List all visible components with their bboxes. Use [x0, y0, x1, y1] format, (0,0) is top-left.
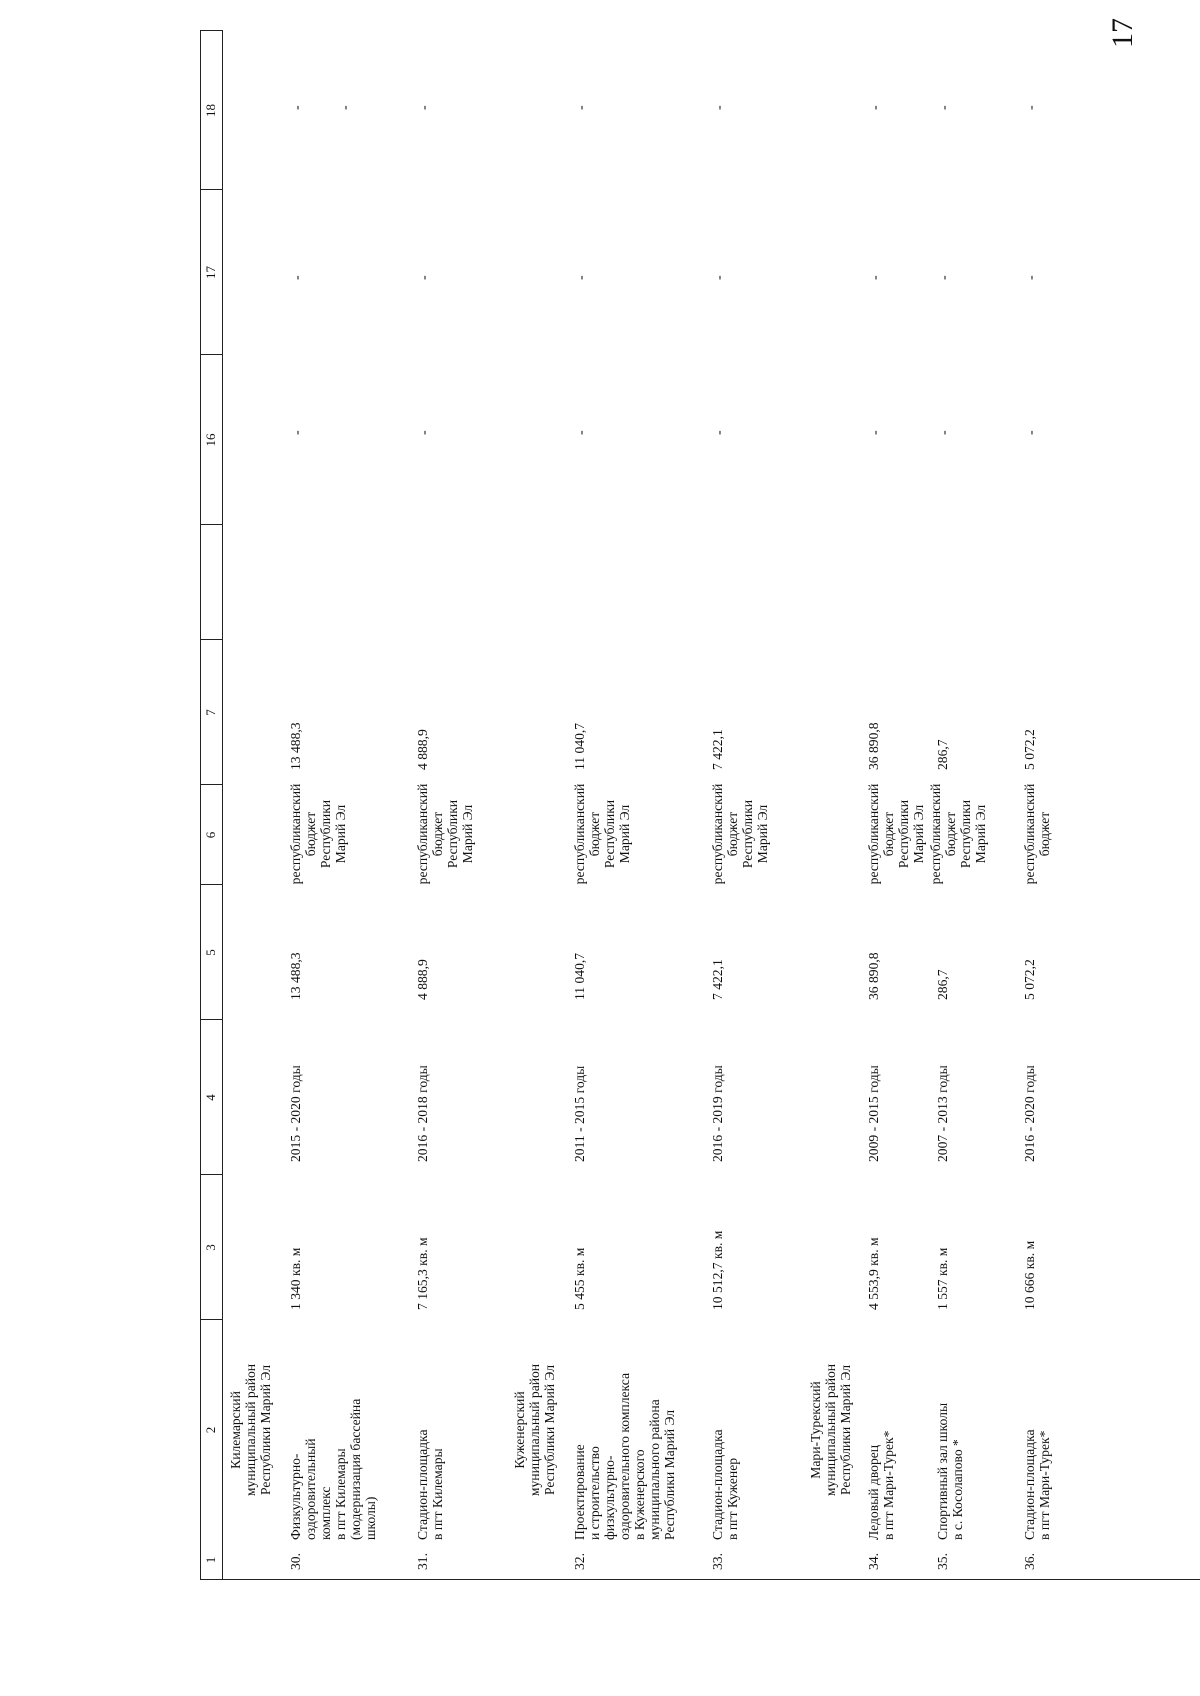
col18-value: - [338, 105, 353, 110]
funding-source: республиканский бюджет Республики Марий Эл [415, 783, 475, 885]
group-title: Мари-Турекский муниципальный район Республики Марий Эл [808, 1363, 853, 1497]
col5-value: 7 422,1 [710, 959, 725, 1000]
col5-value: 11 040,7 [572, 952, 587, 1000]
col-number: 4 [203, 1094, 218, 1101]
period: 2016 - 2019 годы [710, 1065, 725, 1162]
facility-name: Проектирование и строительство физкультурно- оздоровительного комплекса в Куженерского муниципального района Республики Марий Эл [572, 1372, 677, 1540]
col16-value: - [868, 430, 883, 435]
col18-value: - [574, 105, 589, 110]
col16-value: - [574, 430, 589, 435]
period: 2007 - 2013 годы [935, 1065, 950, 1162]
col7-value: 36 890,8 [866, 722, 881, 770]
col17-value: - [1024, 275, 1039, 280]
col7-value: 7 422,1 [710, 729, 725, 770]
col18-value: - [290, 105, 305, 110]
table-header-border [222, 30, 223, 1580]
capacity: 5 455 кв. м [572, 1247, 587, 1310]
col7-value: 4 888,9 [415, 729, 430, 770]
col-number: 6 [203, 831, 218, 839]
col5-value: 5 072,2 [1022, 959, 1037, 1000]
row-number: 30. [288, 1553, 303, 1570]
facility-name: Стадион-площадка в пгт Килемары [415, 1429, 445, 1540]
row-number: 36. [1022, 1553, 1037, 1570]
facility-name: Ледовый дворец в пгт Мари-Турек* [866, 1430, 896, 1540]
col7-value: 11 040,7 [572, 722, 587, 770]
col-number: 7 [203, 709, 218, 716]
capacity: 10 512,7 кв. м [710, 1230, 725, 1310]
facility-name: Физкультурно- оздоровительный комплекс в пгт Килемары (модернизация бассейна школы) [288, 1398, 378, 1540]
funding-source: республиканский бюджет Республики Марий Эл [866, 783, 926, 885]
col17-value: - [712, 275, 727, 280]
capacity: 4 553,9 кв. м [866, 1237, 881, 1310]
period: 2015 - 2020 годы [288, 1065, 303, 1162]
col5-value: 4 888,9 [415, 959, 430, 1000]
col17-value: - [868, 275, 883, 280]
col18-value: - [868, 105, 883, 110]
period: 2016 - 2018 годы [415, 1065, 430, 1162]
col-number: 1 [203, 1556, 218, 1564]
col-number: 16 [203, 433, 218, 447]
col-number: 17 [203, 266, 218, 279]
capacity: 1 557 кв. м [935, 1247, 950, 1310]
funding-source: республиканский бюджет Республики Марий Эл [710, 783, 770, 885]
period: 2011 - 2015 годы [572, 1065, 587, 1162]
col16-value: - [1024, 430, 1039, 435]
col-number: 2 [203, 1426, 218, 1434]
period: 2016 - 2020 годы [1022, 1065, 1037, 1162]
col18-value: - [712, 105, 727, 110]
col18-value: - [937, 105, 952, 110]
funding-source: республиканский бюджет Республики Марий Эл [288, 783, 348, 885]
period: 2009 - 2015 годы [866, 1065, 881, 1162]
col17-value: - [417, 275, 432, 280]
col16-value: - [417, 430, 432, 435]
group-title: Килемарский муниципальный район Республики Марий Эл [228, 1363, 273, 1497]
funding-source: республиканский бюджет [1022, 783, 1052, 885]
group-title: Куженерский муниципальный район Республики Марий Эл [512, 1363, 557, 1497]
col7-value: 286,7 [935, 739, 950, 770]
facility-name: Стадион-площадка в пгт Куженер [710, 1429, 740, 1540]
row-number: 33. [710, 1553, 725, 1570]
col5-value: 13 488,3 [288, 952, 303, 1000]
capacity: 7 165,3 кв. м [415, 1237, 430, 1310]
facility-name: Спортивный зал школы в с. Косолапово * [935, 1402, 965, 1540]
rotated-table [200, 30, 1200, 1580]
col17-value: - [290, 275, 305, 280]
col5-value: 36 890,8 [866, 952, 881, 1000]
row-number: 32. [572, 1553, 587, 1570]
col-border [200, 1579, 1200, 1580]
capacity: 10 666 кв. м [1022, 1240, 1037, 1310]
col-number: 18 [203, 104, 218, 117]
funding-source: республиканский бюджет Республики Марий Эл [928, 783, 988, 885]
row-number: 31. [415, 1553, 430, 1570]
row-number: 35. [935, 1553, 950, 1570]
col16-value: - [290, 430, 305, 435]
col5-value: 286,7 [935, 969, 950, 1000]
col-number: 3 [203, 1244, 218, 1251]
table-top-border [200, 30, 201, 1580]
col7-value: 5 072,2 [1022, 729, 1037, 770]
funding-source: республиканский бюджет Республики Марий Эл [572, 783, 632, 885]
col16-value: - [937, 430, 952, 435]
col18-value: - [1024, 105, 1039, 110]
page-number: 17 [1106, 18, 1139, 48]
col17-value: - [937, 275, 952, 280]
facility-name: Стадион-площадка в пгт Мари-Турек* [1022, 1429, 1052, 1540]
row-number: 34. [866, 1553, 881, 1570]
col17-value: - [574, 275, 589, 280]
capacity: 1 340 кв. м [288, 1247, 303, 1310]
col-number: 5 [203, 949, 218, 956]
col18-value: - [417, 105, 432, 110]
col7-value: 13 488,3 [288, 722, 303, 770]
col16-value: - [712, 430, 727, 435]
